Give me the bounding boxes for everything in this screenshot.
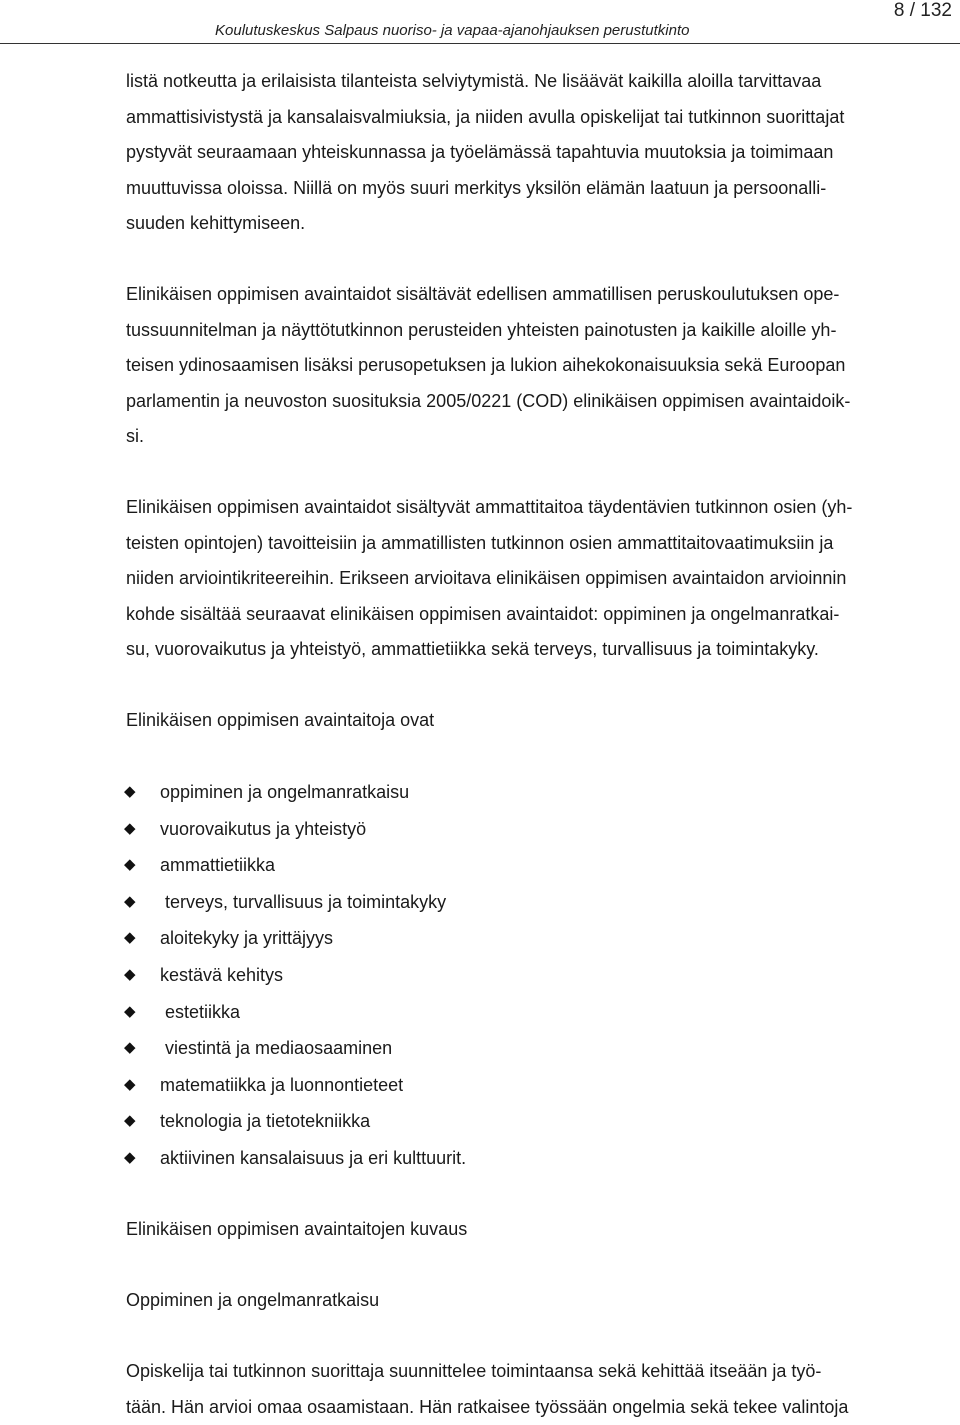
list-item: [126, 920, 952, 957]
diamond-bullet-icon: ◆: [124, 783, 136, 800]
document-title: Koulutuskeskus Salpaus nuoriso- ja vapaa-ajanohjauksen perustutkinto: [215, 22, 690, 39]
diamond-bullet-icon: ◆: [124, 1075, 136, 1093]
section-heading: Elinikäisen oppimisen avaintaitojen kuvaus: [126, 1219, 468, 1240]
text-line: Elinikäisen oppimisen avaintaidot sisältävät edellisen ammatillisen peruskoulutuksen ope-: [126, 284, 840, 304]
diamond-bullet-icon: ◆: [124, 1148, 136, 1166]
text-line: niiden arviointikriteereihin. Erikseen arvioitava elinikäisen oppimisen avaintaidon arvioinnin: [126, 568, 847, 588]
key-skills-list: [126, 774, 952, 1177]
list-item-text: oppiminen ja ongelmanratkaisu: [160, 782, 410, 802]
diamond-bullet-icon: ◆: [124, 856, 136, 874]
diamond-bullet-icon: ◆: [124, 929, 136, 947]
paragraph-spacer: [126, 242, 952, 278]
paragraph-spacer: [126, 455, 952, 491]
diamond-bullet-icon: ◆: [124, 819, 136, 837]
text-line: listä notkeutta ja erilaisista tilanteista selviytymistä. Ne lisäävät kaikilla aloilla tarvittavaa: [126, 71, 822, 91]
text-line: teisen ydinosaamisen lisäksi perusopetuksen ja lukion aihekokonaisuuksia sekä Euroopan: [126, 355, 846, 375]
paragraph-spacer: [126, 1319, 952, 1355]
list-item-text: viestintä ja mediaosaaminen: [165, 1038, 393, 1059]
list-item: [126, 957, 952, 994]
paragraph-spacer: [126, 739, 952, 775]
list-item-text: ammattietiikka: [160, 855, 276, 876]
text-line: teisten opintojen) tavoitteisiin ja ammatillisten tutkinnon osien ammattitaitovaatimuksiin ja: [126, 532, 834, 553]
text-line: suuden kehittymiseen.: [126, 213, 306, 233]
list-item: [126, 847, 952, 884]
diamond-bullet-icon: ◆: [124, 965, 136, 983]
diamond-bullet-icon: ◆: [124, 1039, 136, 1057]
list-item-text: estetiikka: [165, 1001, 241, 1022]
list-item: [126, 1067, 952, 1104]
list-item: [126, 774, 952, 811]
paragraph-spacer: [126, 1248, 952, 1284]
page-header: [0, 0, 960, 44]
paragraph-intro-continued: [126, 64, 952, 242]
list-item: [126, 1103, 952, 1140]
subsection-heading: Oppiminen ja ongelmanratkaisu: [126, 1290, 380, 1311]
page-number: 8 / 132: [893, 0, 952, 21]
paragraph-learning-description: [126, 1354, 952, 1425]
text-line: tussuunnitelman ja näyttötutkinnon perusteiden yhteisten painotusten ja kaikille aloille yh-: [126, 319, 837, 340]
list-item-text: matematiikka ja luonnontieteet: [160, 1074, 404, 1095]
paragraph-key-skills-assessment: [126, 490, 952, 668]
diamond-bullet-icon: ◆: [124, 1002, 136, 1020]
list-item: [126, 884, 952, 921]
text-line: tään. Hän arvioi omaa osaamistaan. Hän ratkaisee työssään ongelmia sekä tekee valintoja: [126, 1396, 849, 1417]
list-item-text: aktiivinen kansalaisuus ja eri kulttuurit.: [160, 1147, 467, 1168]
list-item: [126, 994, 952, 1031]
paragraph-key-skills-content: [126, 277, 952, 455]
list-item: [126, 811, 952, 848]
list-item-text: aloitekyky ja yrittäjyys: [160, 928, 334, 949]
header-divider: [0, 43, 960, 44]
text-line: muuttuvissa oloissa. Niillä on myös suuri merkitys yksilön elämän laatuun ja persoonalli-: [126, 177, 827, 198]
list-item-text: terveys, turvallisuus ja toimintakyky: [165, 891, 447, 912]
paragraph-spacer: [126, 1177, 952, 1213]
paragraph-spacer: [126, 668, 952, 704]
text-line: Elinikäisen oppimisen avaintaidot sisältyvät ammattitaitoa täydentävien tutkinnon osien (yh-: [126, 497, 853, 517]
text-line: Opiskelija tai tutkinnon suorittaja suunnittelee toimintaansa sekä kehittää itseään ja työ-: [126, 1361, 822, 1382]
page-content: [126, 64, 952, 1425]
text-line: ammattisivistystä ja kansalaisvalmiuksia, ja niiden avulla opiskelijat tai tutkinnon suorittajat: [126, 106, 845, 127]
list-item-text: kestävä kehitys: [160, 964, 284, 985]
list-heading: Elinikäisen oppimisen avaintaitoja ovat: [126, 710, 435, 730]
list-item: [126, 1140, 952, 1177]
text-line: si.: [126, 426, 144, 446]
text-line: pystyvät seuraamaan yhteiskunnassa ja työelämässä tapahtuvia muutoksia ja toimimaan: [126, 142, 834, 162]
list-item-text: vuorovaikutus ja yhteistyö: [160, 818, 367, 839]
diamond-bullet-icon: ◆: [124, 892, 136, 910]
text-line: kohde sisältää seuraavat elinikäisen oppimisen avaintaidot: oppiminen ja ongelmanratkai-: [126, 603, 840, 624]
text-line: parlamentin ja neuvoston suosituksia 2005/0221 (COD) elinikäisen oppimisen avaintaidoik-: [126, 390, 851, 411]
diamond-bullet-icon: ◆: [124, 1112, 136, 1130]
list-item-text: teknologia ja tietotekniikka: [160, 1111, 371, 1132]
list-item: [126, 1030, 952, 1067]
text-line: su, vuorovaikutus ja yhteistyö, ammattietiikka sekä terveys, turvallisuus ja toimintakyky.: [126, 639, 819, 659]
